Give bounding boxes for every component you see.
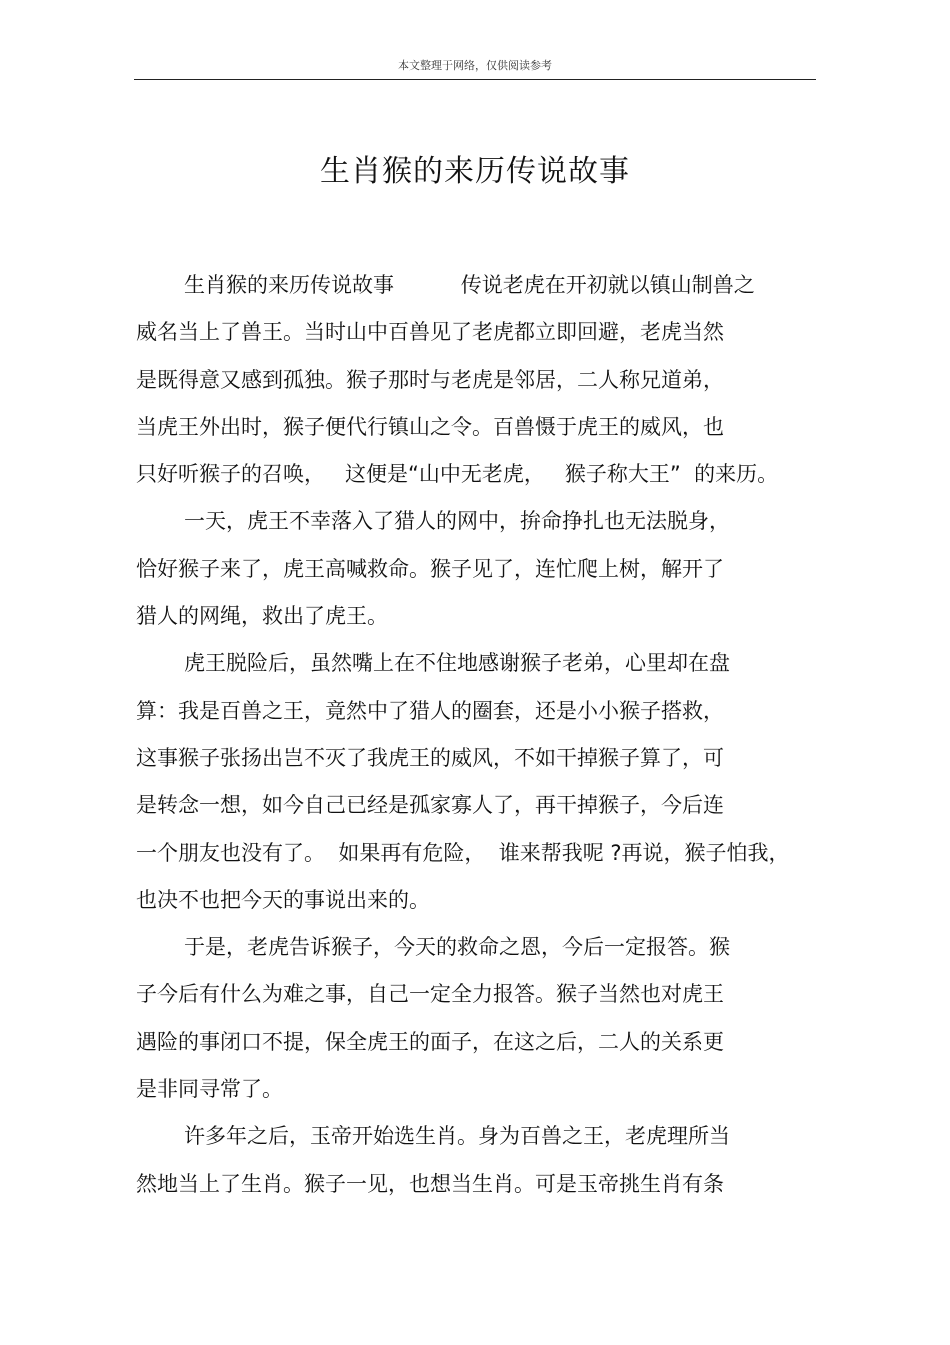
- document-body: [136, 262, 816, 1208]
- paragraph-3-line-1: 虎王脱险后，虽然嘴上在不住地感谢猴子老弟，心里却在盘: [184, 651, 730, 676]
- header-divider: [134, 79, 816, 80]
- paragraph-3-line-4: 是转念一想，如今自己已经是孤家寡人了，再干掉猴子，今后连: [136, 793, 724, 818]
- paragraph-3-line-2: 算：我是百兽之王，竟然中了猎人的圈套，还是小小猴子搭救，: [136, 698, 724, 723]
- paragraph-5-line-2: 然地当上了生肖。猴子一见，也想当生肖。可是玉帝挑生肖有条: [136, 1171, 724, 1196]
- paragraph-1-line-4: 当虎王外出时，猴子便代行镇山之令。百兽慑于虎王的威风，也: [136, 414, 724, 439]
- page-header: 本文整理于网络，仅供阅读参考: [398, 59, 552, 72]
- paragraph-2-line-3: 猎人的网绳，救出了虎王。: [136, 604, 388, 629]
- paragraph-3-line-3: 这事猴子张扬出岂不灭了我虎王的威风，不如干掉猴子算了，可: [136, 745, 724, 770]
- paragraph-5-line-1: 许多年之后，玉帝开始选生肖。身为百兽之王，老虎理所当: [184, 1124, 730, 1149]
- paragraph-4-line-1: 于是，老虎告诉猴子，今天的救命之恩，今后一定报答。猴: [184, 935, 730, 960]
- paragraph-4-line-2: 子今后有什么为难之事，自己一定全力报答。猴子当然也对虎王: [136, 982, 724, 1007]
- paragraph-1-line-3: 是既得意又感到孤独。猴子那时与老虎是邻居，二人称兄道弟，: [136, 367, 724, 392]
- paragraph-4-line-3: 遇险的事闭口不提，保全虎王的面子，在这之后，二人的关系更: [136, 1029, 724, 1054]
- document-title: 生肖猴的来历传说故事: [320, 154, 630, 189]
- paragraph-2-line-2: 恰好猴子来了，虎王高喊救命。猴子见了，连忙爬上树，解开了: [136, 556, 724, 581]
- paragraph-3-line-6: 也决不也把今天的事说出来的。: [136, 887, 430, 912]
- paragraph-4-line-4: 是非同寻常了。: [136, 1077, 283, 1102]
- paragraph-3-line-5: 一个朋友也没有了。 如果再有危险， 谁来帮我呢 ?再说，猴子怕我，: [136, 840, 790, 865]
- paragraph-1-line-1: 生肖猴的来历传说故事 传说老虎在开初就以镇山制兽之: [184, 273, 755, 297]
- paragraph-1-line-5: 只好听猴子的召唤， 这便是“山中无老虎， 猴子称大王” 的来历。: [136, 462, 779, 487]
- paragraph-1-line-2: 威名当上了兽王。当时山中百兽见了老虎都立即回避，老虎当然: [136, 320, 724, 345]
- paragraph-2-line-1: 一天，虎王不幸落入了猎人的网中，拚命挣扎也无法脱身，: [184, 509, 730, 534]
